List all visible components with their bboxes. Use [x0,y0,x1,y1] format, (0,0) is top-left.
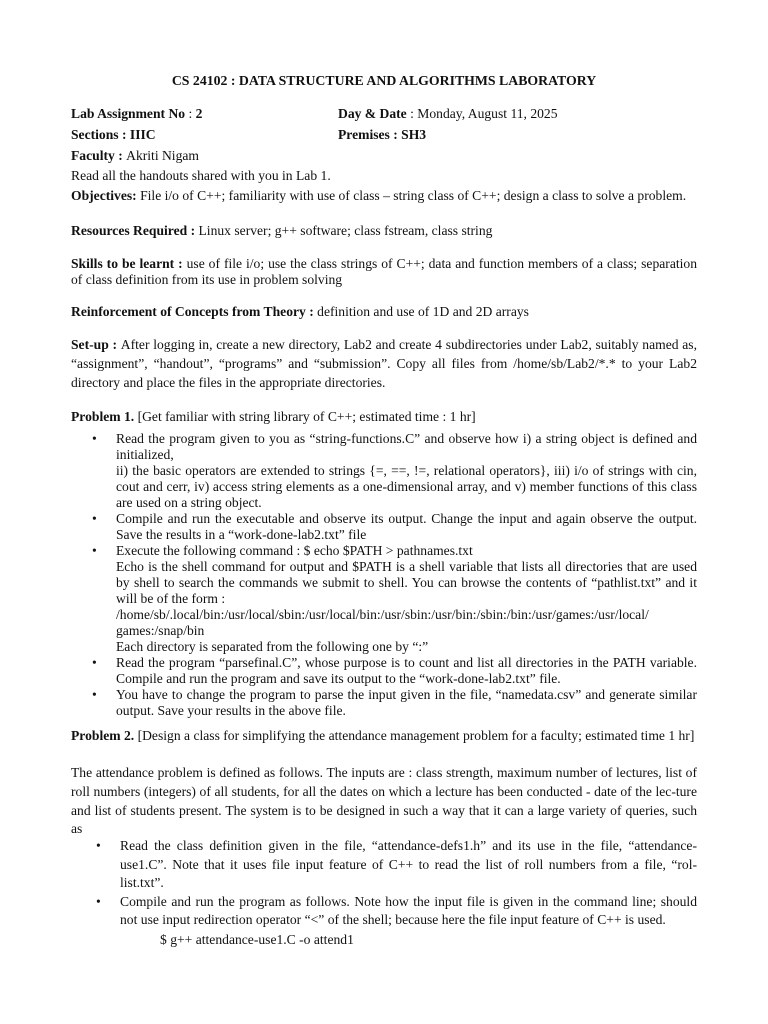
lab-assignment-label: Lab Assignment No [71,106,186,121]
bullet-line: Execute the following command : $ echo $PATH > pathnames.txt [116,543,473,558]
sections-label: Sections : IIIC [71,127,156,142]
list-item [71,837,697,893]
bullet-glyph: • [92,687,97,702]
faculty-name: Akriti Nigam [126,148,199,163]
objectives-label: Objectives: [71,188,137,203]
resources-text: Linux server; g++ software; class fstream, class string [198,223,493,238]
page-title: CS 24102 : DATA STRUCTURE AND ALGORITHMS LABORATORY [171,73,597,88]
list-item [71,655,697,687]
list-item [71,511,697,543]
faculty-row [71,148,199,164]
problem1-heading [71,409,476,425]
bullet-line: Compile and run the program as follows. Note how the input file is given in the command line; should not use input redirection operator “<” of the shell; because here the file input feature of C++ is used. [120,893,697,927]
lab-assignment-sep: : [185,106,196,121]
problem1-bullet-list [71,431,697,719]
skills-paragraph [71,256,697,288]
list-item [71,431,697,511]
day-date-value: Monday, August 11, 2025 [417,106,558,121]
resources-label: Resources Required : [71,223,199,238]
problem1-text: [Get familiar with string library of C++; estimated time : 1 hr] [134,409,476,424]
bullet-line: You have to change the program to parse the input given in the file, “namedata.csv” and generate similar output. Save your results in the above file. [116,687,697,718]
reinforcement-text: definition and use of 1D and 2D arrays [317,304,529,319]
bullet-glyph: • [92,511,97,526]
premises-row [338,127,426,143]
compile-command: $ g++ attendance-use1.C -o attend1 [160,932,354,947]
reinforcement-label: Reinforcement of Concepts from Theory : [71,304,318,319]
setup-text: After logging in, create a new directory, Lab2 and create 4 subdirectories under Lab2, suitably named as, “assignment”, “handout”, “programs” and “submission”. Copy all files from /home/sb/Lab2/*.* to your Lab2 directory and place the files in the appropriate directories. [71,337,697,390]
problem1-label: Problem 1. [71,409,135,424]
faculty-label: Faculty : [71,148,127,163]
bullet-glyph: • [96,838,101,853]
premises-label: Premises : SH3 [338,127,427,142]
day-date-sep: : [406,106,418,121]
bullet-glyph: • [96,893,101,909]
objectives-text: File i/o of C++; familiarity with use of class – string class of C++; design a class to solve a problem. [136,188,687,203]
problem2-heading [71,726,697,745]
bullet-line: /home/sb/.local/bin:/usr/local/sbin:/usr/local/bin:/usr/sbin:/usr/bin:/sbin:/bin:/usr/games:/usr/local/ games:/snap/bin [116,607,649,638]
day-date-row [338,106,558,122]
list-item [71,893,697,930]
resources-row [71,223,492,239]
setup-paragraph [71,335,697,392]
list-item [71,687,697,719]
bullet-line: ii) the basic operators are extended to strings {=, ==, !=, relational operators}, iii) i/o of strings with cin, cout and cerr, iv) access string elements as a one-dimensional array, and v) member functions of this class are used on a string object. [116,463,697,510]
intro-text: Read all the handouts shared with you in Lab 1. [71,168,331,183]
problem2-description: The attendance problem is defined as follows. The inputs are : class strength, maximum number of lectures, list of roll numbers (integers) of all students, for all the dates on which a lecture has been conducted - date of the lec-ture and list of students present. The system is to be designed in such a way that it can a large variety of queries, such as [71,765,697,837]
sections-row [71,127,156,143]
problem2-bullet-list [71,837,697,930]
bullet-line: Compile and run the executable and observe its output. Change the input and again observe the output. Save the results in a “work-done-lab2.txt” file [116,511,697,542]
reinforcement-row [71,304,529,320]
lab-assignment-number: 2 [195,106,203,121]
list-item [71,543,697,655]
bullet-line: Read the program “parsefinal.C”, whose purpose is to count and list all directories in the PATH variable. Compile and run the program and save its output to the “work-done-lab2.txt” file. [116,655,697,686]
bullet-line: Each directory is separated from the following one by “:” [116,639,429,654]
problem2-label: Problem 2. [71,728,135,743]
bullet-line: Echo is the shell command for output and $PATH is a shell variable that lists all directories that are used by shell to search the commands we submit to shell. You can browse the contents of “pathlist.txt” and it will be of the form : [116,559,697,606]
day-date-label: Day & Date [338,106,407,121]
setup-label: Set-up : [71,337,121,352]
lab-assignment-row [71,106,202,122]
skills-label: Skills to be learnt : [71,256,187,271]
bullet-line: Read the program given to you as “string-functions.C” and observe how i) a string object is defined and initialized, [116,431,697,462]
bullet-glyph: • [92,655,97,670]
bullet-glyph: • [92,431,97,446]
bullet-line: Read the class definition given in the file, “attendance-defs1.h” and its use in the file, “attendance-use1.C”. Note that it uses file input feature of C++ to read the list of roll numbers from a file, “rol-list.txt”. [120,838,697,890]
skills-text: use of file i/o; use the class strings of C++; data and function members of a class; separation of class definition from its use in problem solving [71,256,698,287]
objectives-row [71,188,686,204]
problem2-text: [Design a class for simplifying the attendance management problem for a faculty; estimated time 1 hr] [134,728,695,743]
bullet-glyph: • [92,543,97,558]
